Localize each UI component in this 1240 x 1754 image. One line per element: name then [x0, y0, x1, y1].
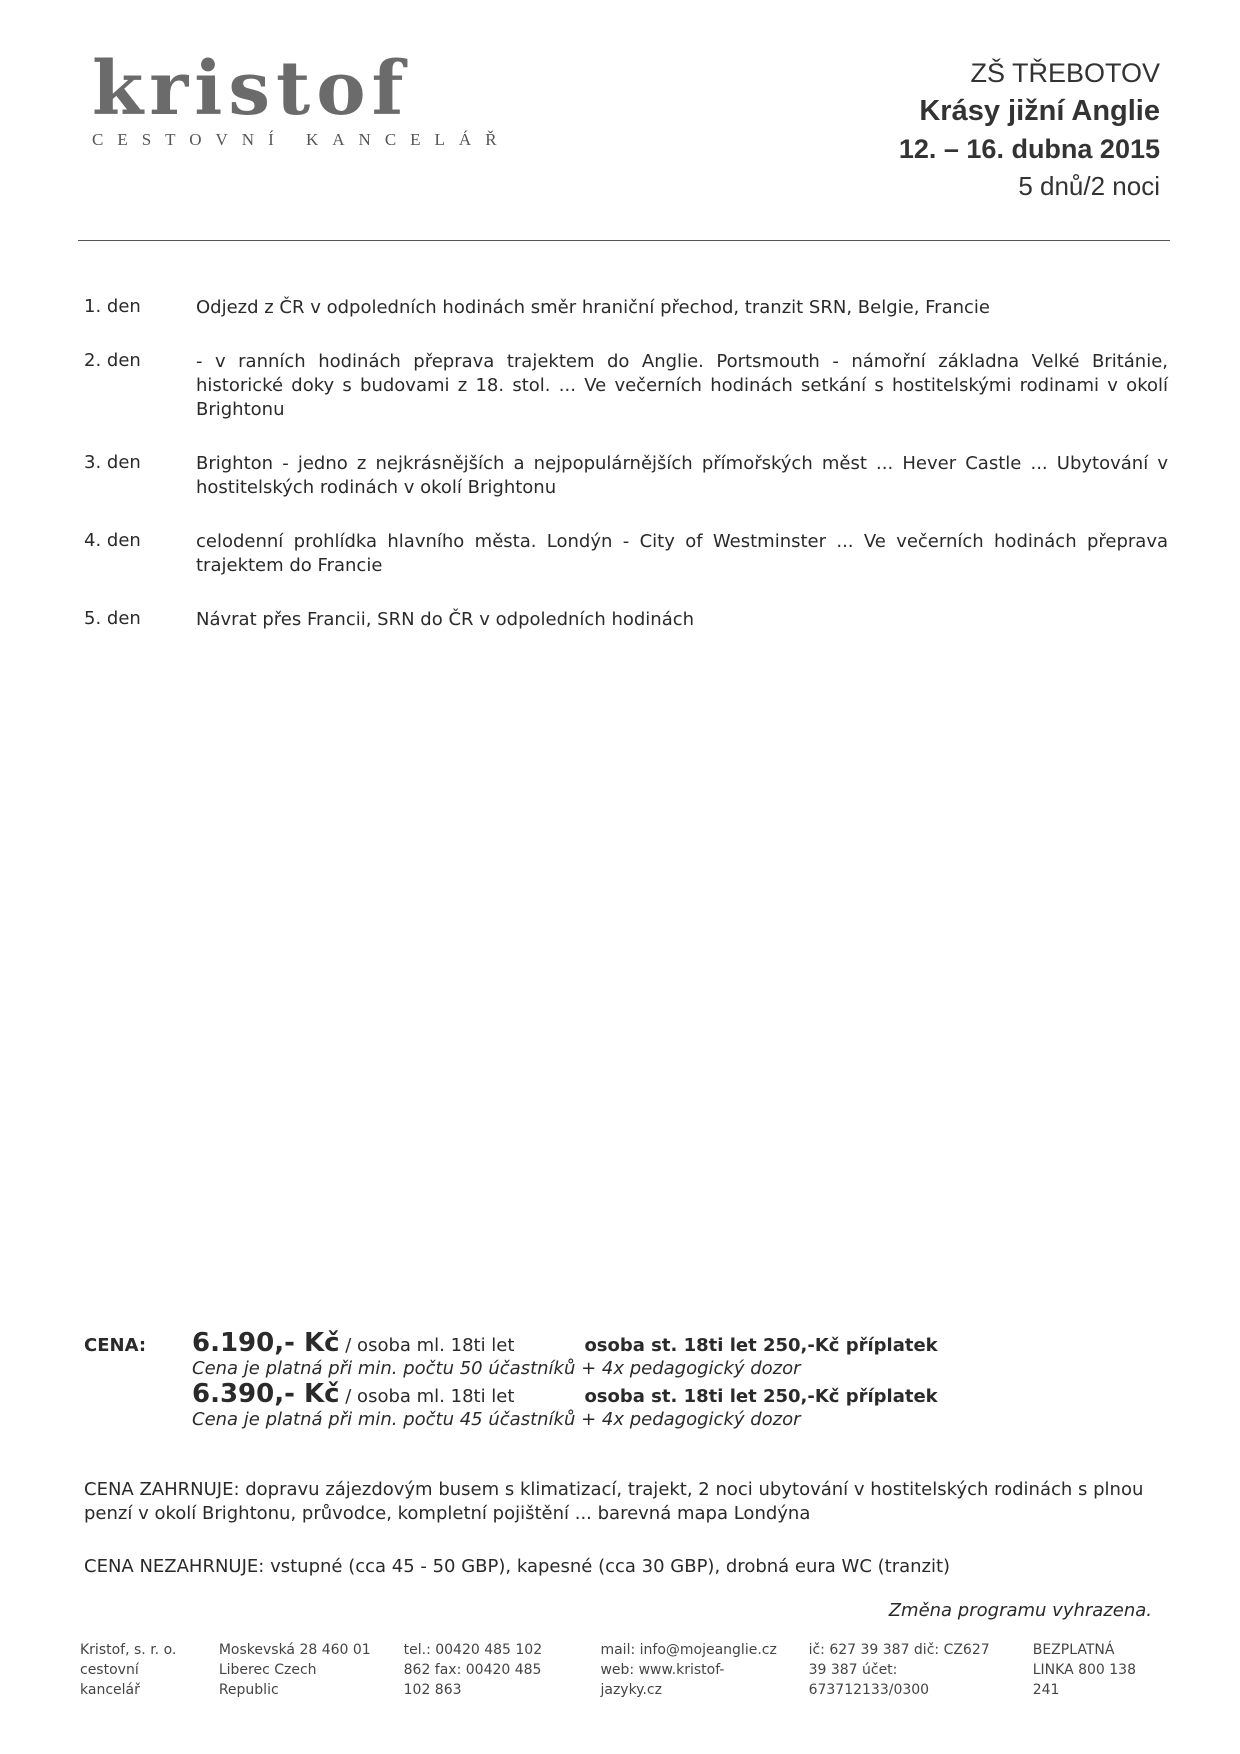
itinerary-day — [78, 296, 1168, 320]
footer — [80, 1640, 1170, 1700]
day-text: Brighton - jedno z nejkrásnějších a nejpopulárnějších přímořských měst ... Hever Castle ... Ubytování v hostitelských rodinách v okolí Brightonu — [196, 453, 1168, 498]
footer-company: Kristof, s. r. o. cestovní kancelář — [80, 1642, 177, 1698]
footer-ids: ič: 627 39 387 dič: CZ627 39 387 účet: 673712133/0300 — [808, 1642, 990, 1698]
day-text: Návrat přes Francii, SRN do ČR v odpoledních hodinách — [196, 609, 695, 630]
program-change-note: Změna programu vyhrazena. — [888, 1600, 1152, 1621]
trip-header — [899, 58, 1160, 202]
price-surcharge: osoba st. 18ti let 250,-Kč příplatek — [584, 1386, 938, 1407]
day-text: celodenní prohlídka hlavního města. Londýn - City of Westminster ... Ve večerních hodinách přeprava trajektem do Francie — [196, 531, 1168, 576]
school-name: ZŠ TŘEBOTOV — [970, 58, 1160, 88]
trip-duration: 5 dnů/2 noci — [1018, 171, 1160, 201]
price-label: CENA: — [84, 1335, 147, 1356]
itinerary-day — [78, 530, 1168, 578]
price-section — [84, 1328, 1174, 1430]
itinerary-day — [78, 452, 1168, 500]
logo-wordmark: kristof — [92, 46, 410, 132]
trip-dates: 12. – 16. dubna 2015 — [898, 134, 1160, 164]
company-logo — [92, 46, 512, 150]
footer-address: Moskevská 28 460 01 Liberec Czech Republic — [218, 1642, 371, 1698]
price-row — [192, 1379, 1174, 1409]
itinerary-day — [78, 608, 1168, 632]
day-label: 1. den — [84, 296, 141, 317]
day-text: Odjezd z ČR v odpoledních hodinách směr hraniční přechod, tranzit SRN, Belgie, Francie — [196, 297, 990, 318]
day-text: - v ranních hodinách přeprava trajektem do Anglie. Portsmouth - námořní základna Velké Británie, historické doky s budovami z 18. stol. ... Ve večerních hodinách setkání s hostitelskými rodinami v okolí Brightonu — [196, 351, 1168, 420]
header-divider — [78, 240, 1170, 241]
logo-subtitle: CESTOVNÍ KANCELÁŘ — [92, 130, 511, 149]
price-excludes: CENA NEZAHRNUJE: vstupné (cca 45 - 50 GBP), kapesné (cca 30 GBP), drobná eura WC (tranzit) — [84, 1556, 951, 1577]
price-amount: 6.190,- Kč — [192, 1328, 340, 1358]
footer-web: mail: info@mojeanglie.cz web: www.kristof-jazyky.cz — [600, 1642, 777, 1698]
price-unit: / osoba ml. 18ti let — [345, 1335, 515, 1356]
price-amount: 6.390,- Kč — [192, 1379, 340, 1409]
price-row — [84, 1328, 1174, 1358]
price-note: Cena je platná při min. počtu 45 účastníků + 4x pedagogický dozor — [192, 1409, 801, 1430]
footer-hotline: BEZPLATNÁ LINKA 800 138 241 — [1032, 1642, 1136, 1698]
itinerary — [78, 296, 1168, 662]
day-label: 4. den — [84, 530, 141, 551]
footer-phone: tel.: 00420 485 102 862 fax: 00420 485 102 863 — [403, 1642, 543, 1698]
day-label: 5. den — [84, 608, 141, 629]
price-unit: / osoba ml. 18ti let — [345, 1386, 515, 1407]
price-surcharge: osoba st. 18ti let 250,-Kč příplatek — [584, 1335, 938, 1356]
day-label: 2. den — [84, 350, 141, 371]
itinerary-day — [78, 350, 1168, 422]
day-label: 3. den — [84, 452, 141, 473]
price-note: Cena je platná při min. počtu 50 účastníků + 4x pedagogický dozor — [192, 1358, 801, 1379]
price-includes: CENA ZAHRNUJE: dopravu zájezdovým busem s klimatizací, trajekt, 2 noci ubytování v hostitelských rodinách s plnou penzí v okolí Brightonu, průvodce, kompletní pojištění ... barevná mapa Londýna — [84, 1479, 1144, 1524]
trip-title: Krásy jižní Anglie — [919, 95, 1160, 127]
